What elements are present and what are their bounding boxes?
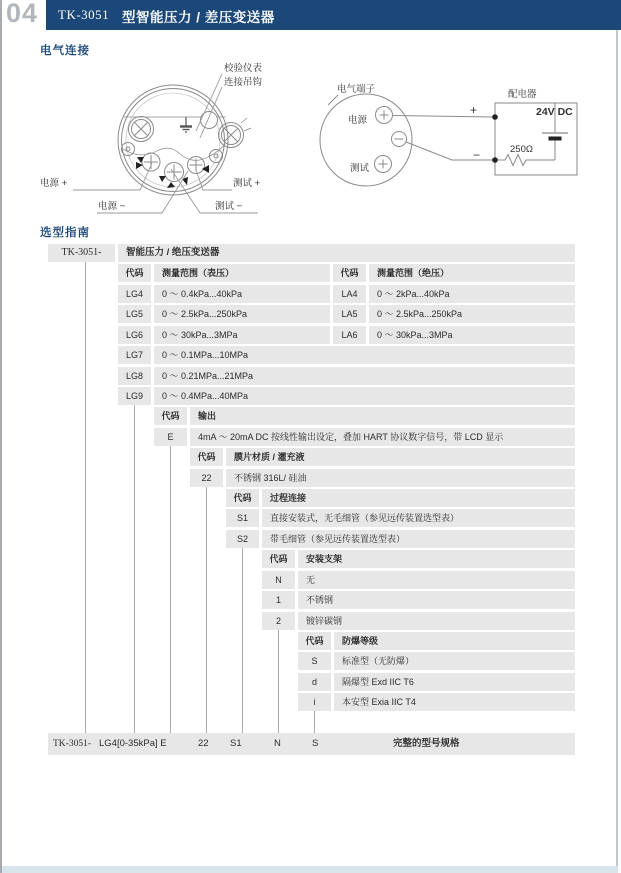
- minus-sign: −: [473, 148, 481, 162]
- option-desc-cell: 本安型 Exia IIC T4: [334, 693, 575, 711]
- option-desc-cell: 无: [298, 571, 575, 589]
- hook-label-line2: 连接吊钩: [224, 77, 263, 88]
- connector-line: [206, 487, 207, 733]
- option-desc-cell: 0 ～ 0.21MPa...21MPa: [154, 367, 575, 385]
- code-cell: LG6: [118, 326, 151, 344]
- connector-line: [170, 446, 171, 733]
- code-cell: LG4: [118, 285, 151, 303]
- code-cell: S1: [226, 509, 259, 527]
- option-desc-cell: 过程连接: [262, 489, 575, 507]
- hook-label-line1: 校验仪表: [224, 63, 263, 74]
- range-gauge-cell: 0 ～ 30kPa...3MPa: [154, 326, 330, 344]
- power-plus-terminal: [376, 107, 393, 124]
- code-cell: S2: [226, 530, 259, 548]
- range-absolute-cell: 测量范围（绝压）: [369, 264, 575, 282]
- junction-dot-plus: [492, 114, 498, 120]
- option-desc-cell: 安装支架: [298, 550, 575, 568]
- voltage-label: 24V DC: [536, 106, 573, 118]
- header-bar: [46, 0, 621, 30]
- option-desc-cell: 镀锌碳钢: [298, 612, 575, 630]
- option-desc-cell: 直接安装式，无毛细管（参见远传装置选型表）: [262, 509, 575, 527]
- example-model-prefix: TK-3051-: [53, 739, 91, 749]
- model-desc-cell: 智能压力 / 绝压变送器: [118, 244, 575, 262]
- option-desc-cell: 标准型（无防爆）: [334, 652, 575, 670]
- range-absolute-cell: 0 ～ 2.5kPa...250kPa: [369, 305, 575, 323]
- model-prefix-cell: TK-3051-: [48, 244, 115, 262]
- junction-dot-minus: [492, 157, 498, 163]
- leader-lines: [73, 74, 258, 213]
- option-desc-cell: 4mA ～ 20mA DC 按线性输出设定，叠加 HART 协议数字信号，带 LCD 显示: [190, 428, 575, 446]
- distributor-label: 配电器: [508, 89, 537, 100]
- code-cell: LG8: [118, 367, 151, 385]
- option-desc-cell: 膜片材质 / 灌充液: [226, 448, 575, 466]
- test-minus-label: 测试 −: [215, 201, 243, 212]
- example-row-label: 完整的型号规格: [393, 738, 460, 749]
- terminal-compartment-diagram: [30, 58, 320, 220]
- code-cell: d: [298, 673, 331, 691]
- power-label: 电源: [348, 115, 368, 126]
- vent-plug: [201, 112, 218, 129]
- example-model-rest: LG4[0-35kPa] E: [99, 738, 167, 749]
- code-cell: 1: [262, 591, 295, 609]
- code-header-cell: 代码: [190, 448, 223, 466]
- code-cell: i: [298, 693, 331, 711]
- resistor-label: 250Ω: [510, 144, 533, 155]
- connector-line: [85, 262, 86, 733]
- header-model-name: TK-3051: [58, 7, 110, 22]
- code-cell: 2: [262, 612, 295, 630]
- option-desc-cell: 防爆等级: [334, 632, 575, 650]
- example-explosion-code: S: [312, 738, 319, 749]
- range-gauge-cell: 测量范围（表压）: [154, 264, 330, 282]
- plus-sign: +: [470, 103, 478, 117]
- connector-line: [314, 711, 315, 733]
- model-example-row: [48, 733, 575, 755]
- range-absolute-cell: 0 ～ 2kPa...40kPa: [369, 285, 575, 303]
- common-minus-terminal: [392, 132, 407, 147]
- connector-line: [134, 405, 135, 733]
- test-plus-terminal: [375, 156, 392, 173]
- option-desc-cell: 0 ～ 0.4MPa...40MPa: [154, 387, 575, 405]
- power-plus-label: 电源 +: [40, 178, 68, 189]
- option-desc-cell: 带毛细管（参见远传装置选型表）: [262, 530, 575, 548]
- terminals-label-tick: [328, 95, 338, 105]
- wiring-diagram: [320, 78, 620, 198]
- page-number: 04: [6, 0, 39, 28]
- test-label: 测试: [350, 163, 370, 174]
- code-header-cell: 代码: [262, 550, 295, 568]
- code-header-cell: 代码: [298, 632, 331, 650]
- example-connection-code: S1: [230, 738, 242, 749]
- code-header-cell: 代码: [154, 407, 187, 425]
- option-desc-cell: 0 ～ 0.1MPa...10MPa: [154, 346, 575, 364]
- code-header-cell: 代码: [118, 264, 151, 282]
- code-cell: LG9: [118, 387, 151, 405]
- code-header-cell: 代码: [333, 264, 366, 282]
- code-cell: S: [298, 652, 331, 670]
- code-cell: LA5: [333, 305, 366, 323]
- range-gauge-cell: 0 ～ 0.4kPa...40kPa: [154, 285, 330, 303]
- page-left-border: [0, 0, 2, 873]
- option-desc-cell: 不锈钢 316L/ 硅油: [226, 469, 575, 487]
- connector-line: [278, 630, 279, 733]
- section-title-electrical: 电气连接: [40, 45, 90, 57]
- section-title-selection: 选型指南: [40, 227, 90, 239]
- option-desc-cell: 隔爆型 Exd IIC T6: [334, 673, 575, 691]
- test-plus-label: 测试 +: [233, 178, 261, 189]
- terminals-label: 电气端子: [337, 84, 376, 95]
- page-title: 型智能压力 / 差压变送器: [122, 10, 275, 25]
- ground-icon: [180, 117, 192, 132]
- example-material-code: 22: [198, 738, 209, 749]
- example-bracket-code: N: [274, 738, 281, 749]
- code-cell: LA4: [333, 285, 366, 303]
- battery-plate: [549, 137, 562, 141]
- power-minus-label: 电源 −: [98, 201, 126, 212]
- page-bottom-strip: [2, 866, 618, 873]
- code-cell: LG7: [118, 346, 151, 364]
- code-cell: E: [154, 428, 187, 446]
- code-cell: LA6: [333, 326, 366, 344]
- resistor-icon: [495, 155, 555, 166]
- option-desc-cell: 输出: [190, 407, 575, 425]
- code-cell: LG5: [118, 305, 151, 323]
- code-header-cell: 代码: [226, 489, 259, 507]
- code-cell: 22: [190, 469, 223, 487]
- option-desc-cell: 不锈钢: [298, 591, 575, 609]
- connector-line: [242, 548, 243, 733]
- range-absolute-cell: 0 ～ 30kPa...3MPa: [369, 326, 575, 344]
- range-gauge-cell: 0 ～ 2.5kPa...250kPa: [154, 305, 330, 323]
- code-cell: N: [262, 571, 295, 589]
